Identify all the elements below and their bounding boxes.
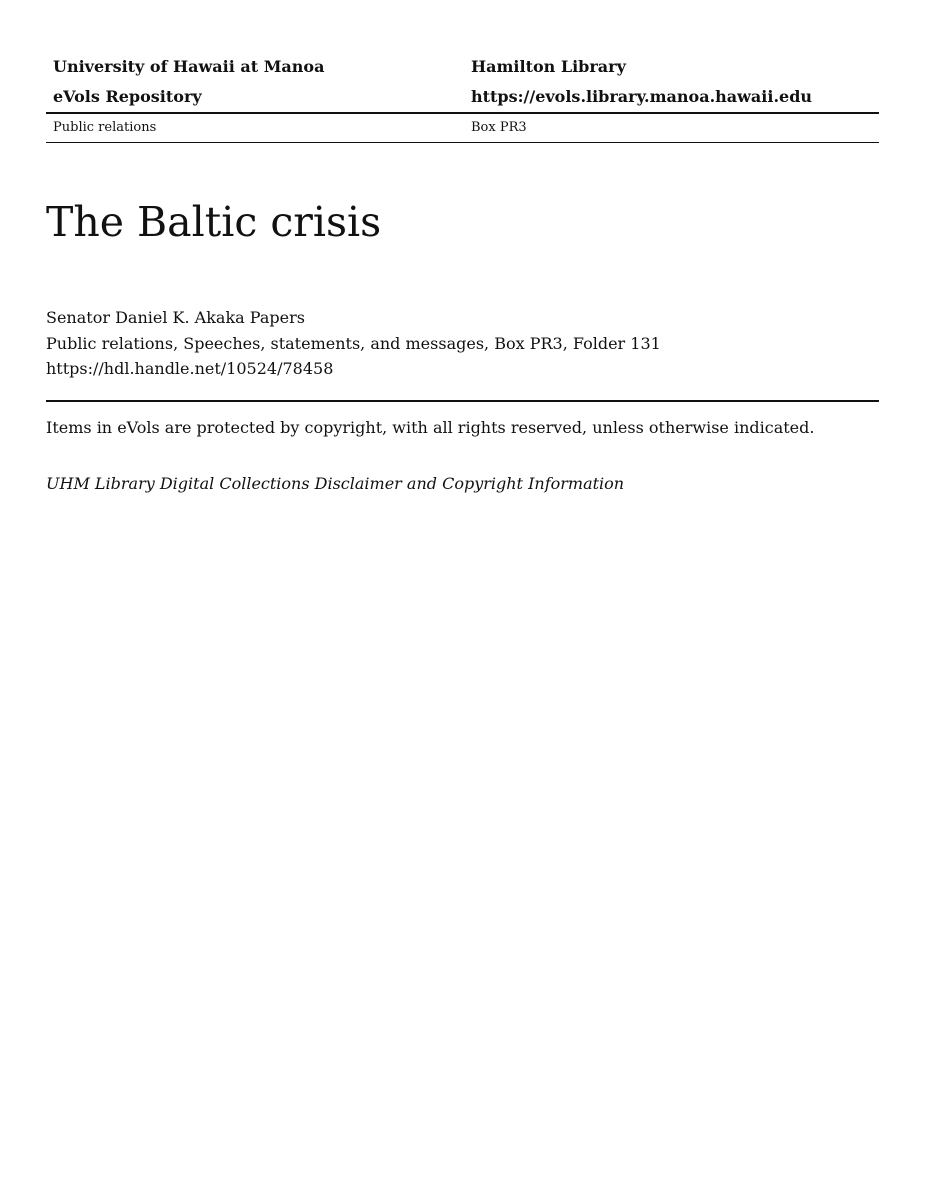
header-rule-bottom <box>46 142 879 143</box>
box-label: Box PR3 <box>471 120 527 135</box>
header-row-2 <box>46 82 879 112</box>
header-table <box>46 52 879 143</box>
handle-link[interactable]: https://hdl.handle.net/10524/78458 <box>46 359 334 378</box>
folder-location: Public relations, Speeches, statements, and messages, Box PR3, Folder 131 <box>46 333 661 353</box>
disclaimer-link[interactable]: UHM Library Digital Collections Disclaimer and Copyright Information <box>46 473 625 493</box>
series-name: Public relations <box>53 120 157 135</box>
document-metadata <box>46 305 879 382</box>
rights-statement: Items in eVols are protected by copyright, with all rights reserved, unless otherwise indicated. <box>46 417 815 437</box>
institution-name: University of Hawaii at Manoa <box>53 57 325 76</box>
library-name: Hamilton Library <box>471 57 626 76</box>
repository-url[interactable]: https://evols.library.manoa.hawaii.edu <box>471 87 813 106</box>
header-row-3 <box>46 114 879 142</box>
repository-name: eVols Repository <box>53 87 202 106</box>
document-title: The Baltic crisis <box>46 198 382 246</box>
document-page <box>46 52 879 496</box>
header-row-1 <box>46 52 879 82</box>
section-divider <box>46 400 879 402</box>
collection-name: Senator Daniel K. Akaka Papers <box>46 308 305 327</box>
